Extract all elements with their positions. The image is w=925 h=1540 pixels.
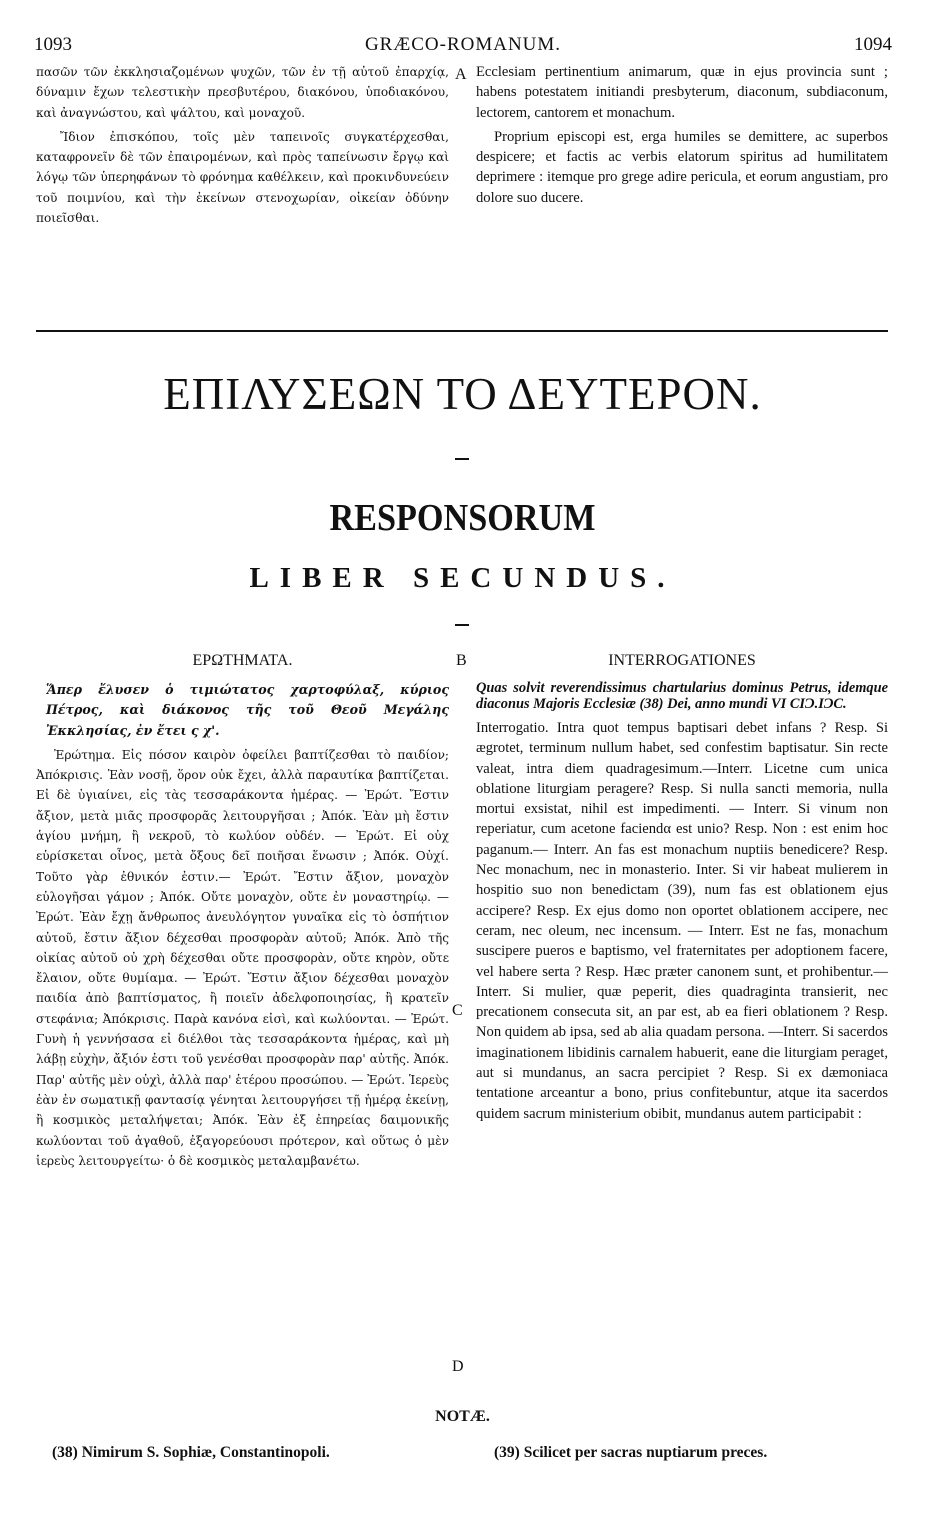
top-latin-column bbox=[476, 62, 888, 208]
running-header bbox=[34, 34, 892, 58]
margin-marker-c: C bbox=[452, 1002, 463, 1019]
title-dash-2 bbox=[455, 624, 469, 626]
greek-book-title: ΕΠΙΛΥΣΕΩΝ ΤΟ ΔΕΥΤΕΡΟΝ. bbox=[163, 369, 762, 419]
page-number-right: 1094 bbox=[854, 34, 892, 55]
top-greek-para-2: Ἴδιον ἐπισκόπου, τοῖς μὲν ταπεινοῖς συγκατέρχεσθαι, καταφρονεῖν δὲ τῶν ἐπαιρομένων, καὶ πρὸς ταπείνωσιν ἔργῳ καὶ λόγῳ τῶν ὑπερηφάνων τὸ φρόνημα καθέλκειν, καὶ προκινδυνεύειν τοῦ ποιμνίου, καὶ τὴν ἐκείνων στενοχωρίαν, οἰκείαν ὀδύνην ποιεῖσθαι. bbox=[36, 129, 449, 226]
greek-column bbox=[36, 680, 449, 1171]
latin-book-title: RESPONSORUM bbox=[329, 497, 596, 539]
top-greek-column bbox=[36, 62, 449, 228]
notes-heading: NOTÆ. bbox=[435, 1408, 490, 1425]
margin-marker-a: A bbox=[455, 66, 467, 83]
top-latin-para-2: Proprium episcopi est, erga humiles se demittere, ac superbos despicere; et factis ac verbis elatorum spiritus ad humilitatem deprimere : itemque pro grege adire pericula, et eorum angustiam, pro dolore suo ducere. bbox=[476, 128, 888, 206]
latin-book-subtitle: LIBER SECUNDUS. bbox=[249, 562, 676, 594]
latin-subheading: Quas solvit reverendissimus chartularius dominus Petrus, idemque diaconus Majoris Ecclesiæ (38) Dei, anno mundi VI CIƆ.IƆC. bbox=[476, 680, 888, 712]
latin-column bbox=[476, 680, 888, 1124]
latin-body: Interrogatio. Intra quot tempus baptisari debet infans ? Resp. Si ægrotet, terminum nullum habet, sed confestim baptisatur. Sin recte valeat, intra diem quadragesimum.—Interr. Licetne cum unica oblatione liturgiam peragere? Resp. Si nulla sancti memoria, nulla mortui exsistat, nihil est impedimenti. — Interr. Si vinum non reperiatur, cum acetone faciendα est unio? Resp. Non : est enim hoc paganum.— Interr. An fas est monachum nuptiis benedicere? Resp. Nec monachum, nec in monasterio. Inter. Si vir habeat mulierem in hospitio suo non benedictam (39), num fas est oblationem ejus accipere? Resp. Ex ejus domo non oportet oblationem accipere, nec ceram, nec oleum, nec incensum. — Interr. Est ne fas, monachum suscipere pueros e baptismo, vel fraternitates per adoptionem facere, vel habere serta ? Resp. Hæc præter canonem sunt, et prohibentur.—Interr. Si mulier, quæ peperit, dies quadraginta transierit, nec precationem consecuta sit, an par est, ab ea fieri oblationem ? Resp. Non quidem ab ipsa, sed ab alia quadam persona. —Interr. Si sacerdos imaginationem libidinis carnalem habuerit, eane die liturgiam peraget, aut si mundanus, an sacra percipiet ? Resp. Si ex dæmoniaca tentatione arceantur a bono, prius confitebuntur, atque ita sacerdos quidem sacrum ministerium obibit, mundanus autem participabit : bbox=[476, 720, 888, 1122]
greek-subheading: Ἅπερ ἔλυσεν ὁ τιμιώτατος χαρτοφύλαξ, κύριος Πέτρος, καὶ διάκονος τῆς τοῦ Θεοῦ Μεγάλης Ἐκκλησίας, ἐν ἔτει ς χ'. bbox=[46, 682, 449, 738]
title-dash-1 bbox=[455, 458, 469, 460]
footnote-38: (38) Nimirum S. Sophiæ, Constantinopoli. bbox=[52, 1444, 330, 1461]
latin-section-heading: INTERROGATIONES bbox=[608, 652, 756, 669]
greek-section-heading: ΕΡΩΤΗΜΑΤΑ. bbox=[192, 652, 293, 669]
running-title: GRÆCO-ROMANUM. bbox=[364, 34, 562, 55]
greek-body: Ἐρώτημα. Εἰς πόσον καιρὸν ὀφείλει βαπτίζεσθαι τὸ παιδίον; Ἀπόκρισις. Ἐὰν νοσῇ, ὅρον οὐκ ἔχει, ἀλλὰ παραυτίκα βαπτίζεται. Εἰ δὲ ὑγιαίνει, εἰς τὰς τεσσαράκοντα ἡμέρας. — Ἐρώτ. Ἔστιν ἄξιον, μετὰ μιᾶς προσφορᾶς λειτουργῆσαι ; Ἀπόκ. Ἐὰν μὴ ἔστιν ἁγίου μνήμη, ἢ νεκροῦ, τὸ κωλύον οὐδέν. — Ἐρώτ. Εἰ οὐχ εὑρίσκεται οἶνος, μετὰ ὄξους δεῖ ποιῆσαι ἕνωσιν ; Ἀπόκ. Οὐχί. Τοῦτο γὰρ ἐθνικόν ἐστιν.— Ἐρώτ. Ἔστιν ἄξιον, μοναχὸν εὐλογῆσαι γάμον ; Ἀπόκ. Οὔτε μοναχὸν, οὔτε ἐν μοναστηρίῳ. — Ἐρώτ. Ἐὰν ἔχῃ ἄνθρωπος ἀνευλόγητον γυναῖκα εἰς τὸ ὁσπήτιον αὐτοῦ, ἔστιν ἄξιον δέχεσθαι προσφορὰν αὐτοῦ; Ἀπόκ. Ἀπὸ τῆς οἰκίας αὐτοῦ οὐ χρὴ δέχεσθαι οὔτε προσφορὰν, οὔτε κηρὸν, οὔτε ἔλαιον, οὔτε θυμίαμα. — Ἐρώτ. Ἔστιν ἄξιον δέχεσθαι μοναχὸν παιδία ἀπὸ βαπτίσματος, ἢ ποιεῖν ἀδελφοποιησίας, ἢ κρατεῖν στεφάνια; Ἀπόκρισις. Παρὰ κανόνα εἰσὶ, καὶ κωλύονται. — Ἐρώτ. Γυνὴ ἡ γεννήσασα εἰ διέλθοι τὰς τεσσαράκοντα ἡμέρας, καὶ μὴ λάβῃ εὐχὴν, ἄξιόν ἐστι τοῦ γενέσθαι προσφορὰν παρ' αὐτῆς. Ἀπόκ. Παρ' αὐτῆς μὲν οὐχὶ, ἀλλὰ παρ' ἑτέρου προσώπου. — Ἐρώτ. Ἱερεὺς ἐὰν ἐν σωματικῇ φαντασίᾳ γένηται λειτουργήσει τῇ ἡμέρᾳ ἐκείνῃ, ἢ κοσμικὸς μεταλήψεται; Ἀπόκ. Ἐὰν ἐξ ἐπηρείας δαιμονικῆς κωλύονται τοῦ ἀγαθοῦ, ἐξαγορεύουσι πρότερον, καὶ οὕτως ὁ μὲν ἱερεὺς λειτουργείτω· ὁ δὲ κοσμικὸς μεταλαμβανέτω. bbox=[36, 747, 449, 1168]
margin-marker-b: B bbox=[456, 652, 467, 669]
top-greek-para-1: πασῶν τῶν ἐκκλησιαζομένων ψυχῶν, τῶν ἐν τῇ αὐτοῦ ἐπαρχίᾳ, δύναμιν ἔχων τελεστικὴν πρεσβυτέρου, διακόνου, ὑποδιακόνου, καὶ ἀναγνώστου, καὶ ψάλτου, καὶ μοναχοῦ. bbox=[36, 65, 449, 120]
margin-marker-d: D bbox=[452, 1358, 464, 1375]
page-number-left: 1093 bbox=[34, 34, 72, 55]
section-divider bbox=[36, 330, 888, 332]
footnote-39: (39) Scilicet per sacras nuptiarum preces. bbox=[494, 1444, 768, 1461]
top-latin-para-1: Ecclesiam pertinentium animarum, quæ in ejus provincia sunt ; habens potestatem initiandi presbyterum, diaconum, subdiaconum, lectorem, cantorem et monachum. bbox=[476, 64, 888, 121]
